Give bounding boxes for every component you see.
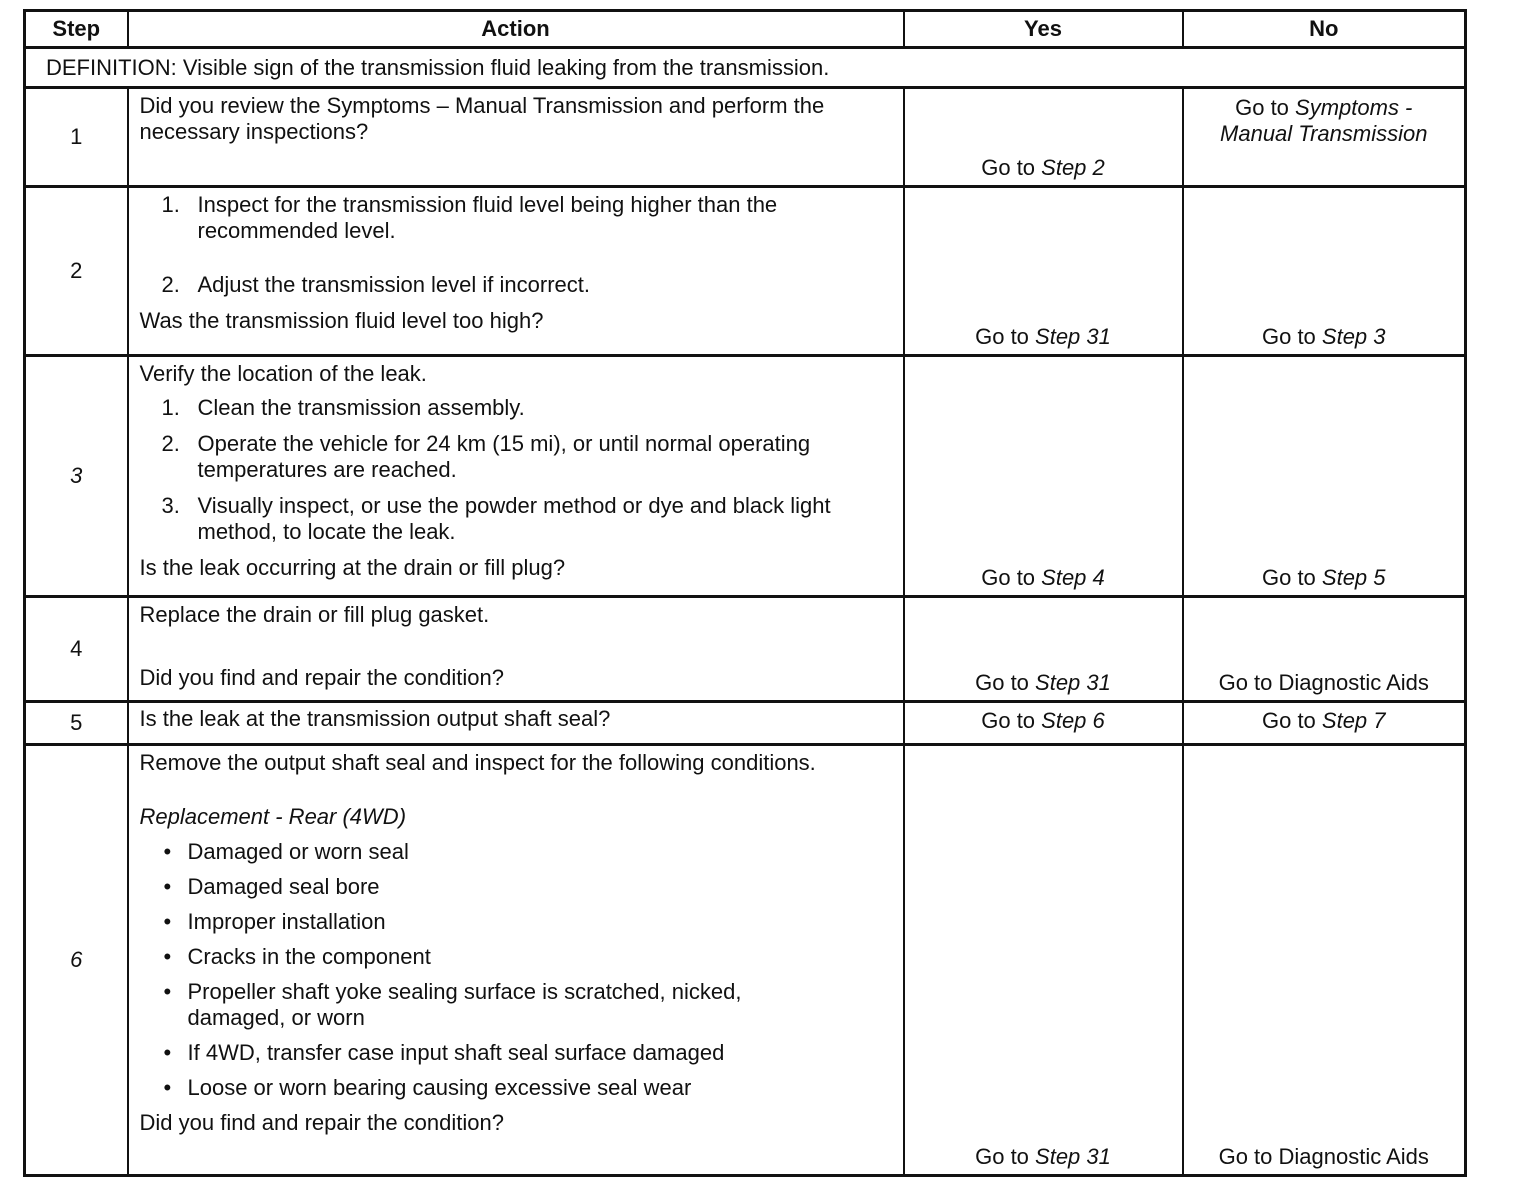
- yes-prefix: Go to: [975, 670, 1036, 695]
- no-cell: [1183, 88, 1466, 187]
- no-step-ref: Step 3: [1321, 324, 1386, 349]
- list-item: [140, 395, 895, 421]
- no-ref-line1: Symptoms -: [1295, 95, 1413, 120]
- step-row-5: [25, 702, 1466, 745]
- item-text: Propeller shaft yoke sealing surface is scratched, nicked, damaged, or worn: [187, 979, 742, 1030]
- action-intro: Replace the drain or fill plug gasket.: [139, 602, 490, 627]
- yes-prefix: Go to: [975, 1144, 1036, 1169]
- no-cell: [1183, 356, 1466, 597]
- step-action: [128, 187, 904, 356]
- step-action: [128, 356, 904, 597]
- step-row-3: [25, 356, 1466, 597]
- action-question: Is the leak at the transmission output shaft seal?: [139, 706, 611, 731]
- action-question: Did you review the Symptoms – Manual Transmission and perform the necessary inspections?: [139, 93, 825, 144]
- header-no: No: [1183, 11, 1466, 48]
- yes-cell: [904, 187, 1183, 356]
- yes-step-ref: Step 2: [1041, 155, 1105, 180]
- item-number: 1.: [161, 395, 180, 420]
- item-number: 2.: [161, 431, 180, 456]
- step-number: 5: [25, 702, 128, 745]
- list-item: • If 4WD, transfer case input shaft seal surface damaged: [163, 1040, 725, 1065]
- action-question: Did you find and repair the condition?: [139, 1110, 504, 1135]
- yes-prefix: Go to: [981, 708, 1042, 733]
- header-yes: Yes: [904, 11, 1183, 48]
- header-row: [25, 11, 1466, 48]
- item-text: Operate the vehicle for 24 km (15 mi), or until normal operating temperatures are reached.: [197, 431, 811, 482]
- no-text: Go to Diagnostic Aids: [1218, 670, 1429, 695]
- no-prefix: Go to: [1261, 324, 1322, 349]
- list-item: [140, 493, 895, 545]
- item-text: If 4WD, transfer case input shaft seal surface damaged: [187, 1040, 725, 1065]
- item-text: Damaged seal bore: [187, 874, 380, 899]
- diagnostic-table: [23, 9, 1467, 1177]
- action-question: Was the transmission fluid level too high?: [139, 308, 544, 333]
- list-item: • Propeller shaft yoke sealing surface is scratched, nicked, damaged, or worn: [163, 979, 742, 1030]
- step-row-6: [25, 745, 1466, 1176]
- step-action: [128, 702, 904, 745]
- yes-step-ref: Step 31: [1035, 1144, 1111, 1169]
- definition-row: [25, 48, 1466, 88]
- item-number: 2.: [161, 272, 180, 297]
- header-action: Action: [128, 11, 904, 48]
- item-number: 1.: [161, 192, 180, 217]
- list-item: • Loose or worn bearing causing excessive seal wear: [163, 1075, 692, 1100]
- no-prefix: Go to: [1261, 565, 1322, 590]
- item-text: Clean the transmission assembly.: [197, 395, 525, 420]
- step-number: 2: [25, 187, 128, 356]
- list-item: [140, 272, 895, 298]
- step-action: [128, 597, 904, 702]
- item-text: Adjust the transmission level if incorrect.: [197, 272, 590, 297]
- list-item: • Improper installation: [163, 909, 386, 934]
- step-row-4: [25, 597, 1466, 702]
- item-text: Loose or worn bearing causing excessive seal wear: [187, 1075, 692, 1100]
- item-text: Visually inspect, or use the powder method or dye and black light method, to locate the leak.: [197, 493, 831, 544]
- condition-list: [140, 839, 895, 1101]
- no-cell: [1183, 597, 1466, 702]
- list-item: [140, 431, 895, 483]
- yes-cell: [904, 745, 1183, 1176]
- no-ref-line2: Manual Transmission: [1220, 121, 1428, 146]
- no-prefix: Go to: [1235, 95, 1296, 120]
- yes-step-ref: Step 31: [1035, 670, 1111, 695]
- item-text: Damaged or worn seal: [187, 839, 409, 864]
- yes-cell: [904, 702, 1183, 745]
- step-number: 6: [25, 745, 128, 1176]
- no-step-ref: Step 7: [1321, 708, 1386, 733]
- no-step-ref: Step 5: [1321, 565, 1386, 590]
- yes-step-ref: Step 4: [1041, 565, 1105, 590]
- yes-prefix: Go to: [981, 565, 1042, 590]
- yes-prefix: Go to: [975, 324, 1036, 349]
- action-intro: Remove the output shaft seal and inspect for the following conditions.: [139, 750, 816, 775]
- item-text: Improper installation: [187, 909, 386, 934]
- action-list: [140, 395, 895, 545]
- action-question: Is the leak occurring at the drain or fill plug?: [139, 555, 566, 580]
- procedure-reference[interactable]: Replacement - Rear (4WD): [139, 804, 407, 829]
- no-cell: [1183, 702, 1466, 745]
- step-row-1: [25, 88, 1466, 187]
- no-cell: [1183, 745, 1466, 1176]
- action-list: [140, 192, 895, 298]
- yes-step-ref: Step 6: [1041, 708, 1105, 733]
- item-number: 3.: [161, 493, 180, 518]
- step-row-2: [25, 187, 1466, 356]
- step-action: [128, 88, 904, 187]
- definition-text: DEFINITION: Visible sign of the transmission fluid leaking from the transmission.: [25, 48, 1466, 88]
- list-item: [140, 192, 895, 244]
- list-item: • Damaged seal bore: [163, 874, 380, 899]
- list-item: • Damaged or worn seal: [163, 839, 409, 864]
- item-text: Inspect for the transmission fluid level being higher than the recommended level.: [197, 192, 778, 243]
- yes-cell: [904, 88, 1183, 187]
- list-item: • Cracks in the component: [163, 944, 431, 969]
- yes-cell: [904, 597, 1183, 702]
- step-number: 4: [25, 597, 128, 702]
- no-prefix: Go to: [1261, 708, 1322, 733]
- action-question: Did you find and repair the condition?: [139, 665, 504, 690]
- yes-cell: [904, 356, 1183, 597]
- yes-prefix: Go to: [981, 155, 1042, 180]
- header-step: Step: [25, 11, 128, 48]
- step-number: 3: [25, 356, 128, 597]
- yes-step-ref: Step 31: [1035, 324, 1111, 349]
- step-action: [128, 745, 904, 1176]
- no-text: Go to Diagnostic Aids: [1218, 1144, 1429, 1169]
- item-text: Cracks in the component: [187, 944, 431, 969]
- step-number: 1: [25, 88, 128, 187]
- no-cell: [1183, 187, 1466, 356]
- action-intro: Verify the location of the leak.: [139, 361, 427, 386]
